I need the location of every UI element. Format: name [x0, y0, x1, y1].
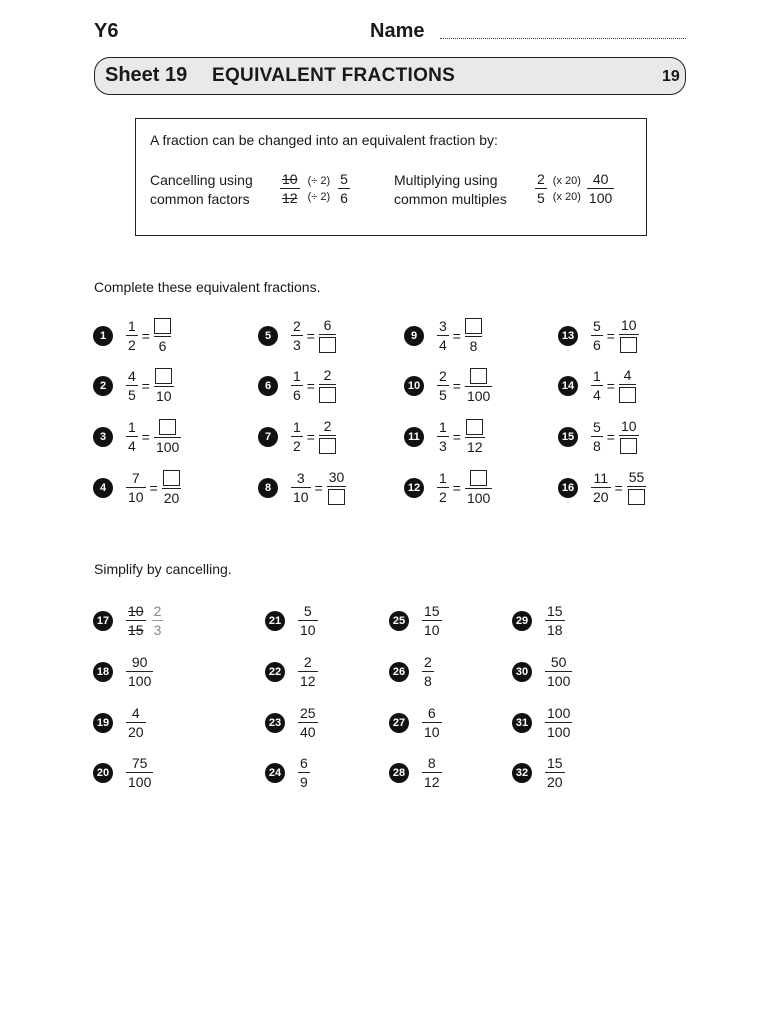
- equivalent-fraction: [154, 317, 171, 354]
- numerator: 2: [424, 654, 432, 670]
- numerator: 4: [131, 705, 140, 721]
- question-16: [558, 469, 646, 506]
- equivalent-fraction: [319, 367, 336, 404]
- numerator: 1: [293, 419, 301, 435]
- question-6: [258, 367, 336, 404]
- cancel-example: [280, 171, 350, 206]
- equals-sign: =: [306, 377, 315, 394]
- denominator: 4: [439, 337, 447, 353]
- equals-sign: =: [606, 327, 615, 344]
- info-intro: A fraction can be changed into an equivalent fraction by:: [150, 132, 498, 148]
- equals-sign: =: [614, 479, 623, 496]
- numerator: 1: [128, 419, 136, 435]
- denominator: 100: [155, 439, 180, 455]
- question-number-badge: 26: [389, 662, 409, 682]
- equivalent-fraction: [619, 317, 639, 354]
- answer-box-denominator[interactable]: [628, 489, 645, 505]
- equivalent-fraction: [619, 367, 636, 404]
- question-15: [558, 418, 639, 455]
- question-28: [389, 755, 442, 790]
- question-number-badge: 24: [265, 763, 285, 783]
- fraction-to-simplify[interactable]: [298, 603, 318, 638]
- answer-box-denominator[interactable]: [319, 337, 336, 353]
- equals-sign: =: [606, 428, 615, 445]
- denominator: 5: [128, 387, 136, 403]
- denominator: 18: [547, 622, 563, 638]
- denominator: 6: [340, 190, 348, 206]
- fraction-to-simplify[interactable]: [126, 755, 153, 790]
- fraction-to-simplify[interactable]: [422, 654, 434, 689]
- question-number-badge: 16: [558, 478, 578, 498]
- answer-box-numerator[interactable]: [154, 318, 171, 334]
- question-21: [265, 603, 318, 638]
- question-number-badge: 32: [512, 763, 532, 783]
- equivalent-fraction: [154, 367, 174, 404]
- denominator: 8: [424, 673, 432, 689]
- denominator: 8: [469, 338, 478, 354]
- question-number-badge: 13: [558, 326, 578, 346]
- denominator: 12: [466, 439, 483, 455]
- section1-instruction: Complete these equivalent fractions.: [94, 279, 321, 295]
- numerator: 75: [131, 755, 148, 771]
- answer-box-denominator[interactable]: [620, 438, 637, 454]
- numerator: 30: [328, 469, 345, 485]
- given-fraction: [126, 318, 138, 353]
- equals-sign: =: [314, 479, 323, 496]
- question-number-badge: 1: [93, 326, 113, 346]
- equals-sign: =: [141, 428, 150, 445]
- question-26: [389, 654, 434, 689]
- denominator: 3: [293, 337, 301, 353]
- question-10: [404, 367, 492, 404]
- multiply-example-fraction: [535, 171, 547, 206]
- fraction-to-simplify[interactable]: [545, 705, 572, 740]
- numerator: 1: [293, 368, 301, 384]
- numerator: 10: [282, 171, 298, 187]
- equivalent-fraction: [465, 469, 492, 506]
- numerator: 90: [131, 654, 148, 670]
- numerator: 40: [592, 171, 609, 187]
- given-fraction: [291, 318, 303, 353]
- question-3: [93, 418, 181, 455]
- equivalent-fraction: [319, 418, 336, 455]
- question-31: [512, 705, 572, 740]
- equals-sign: =: [452, 377, 461, 394]
- numerator: 1: [593, 368, 601, 384]
- equals-sign: =: [452, 327, 461, 344]
- denominator: 12: [282, 190, 298, 206]
- given-fraction: [126, 470, 146, 505]
- question-5: [258, 317, 336, 354]
- example-fraction: [126, 603, 146, 638]
- page-title: EQUIVALENT FRACTIONS: [212, 65, 456, 86]
- page-number: 19: [662, 68, 680, 85]
- equals-sign: =: [141, 377, 150, 394]
- answer-box-denominator[interactable]: [619, 387, 636, 403]
- denominator: 40: [300, 724, 316, 740]
- cancel-line1: Cancelling using: [150, 172, 253, 188]
- question-24: [265, 755, 310, 790]
- question-8: [258, 469, 346, 506]
- denominator: 12: [424, 774, 440, 790]
- question-11: [404, 418, 485, 455]
- equivalent-fraction: [627, 469, 647, 506]
- op-top: (x 20): [552, 174, 581, 187]
- multiply-line1: Multiplying using: [394, 172, 498, 188]
- denominator: 100: [466, 490, 491, 506]
- denominator: 10: [300, 622, 316, 638]
- question-number-badge: 8: [258, 478, 278, 498]
- equals-sign: =: [452, 479, 461, 496]
- fraction-to-simplify[interactable]: [545, 755, 565, 790]
- question-number-badge: 10: [404, 376, 424, 396]
- numerator: 6: [427, 705, 436, 721]
- year-label: Y6: [94, 20, 119, 42]
- numerator: 8: [427, 755, 436, 771]
- denominator: 100: [128, 774, 152, 790]
- denominator: 10: [293, 489, 309, 505]
- denominator: 3: [439, 438, 447, 454]
- question-number-badge: 12: [404, 478, 424, 498]
- question-1: [93, 317, 171, 354]
- answer-box-numerator[interactable]: [163, 470, 180, 486]
- cancel-example-result: [338, 171, 350, 206]
- answer-box-numerator[interactable]: [466, 419, 483, 435]
- multiply-method-text: [394, 171, 507, 209]
- numerator: 11: [593, 470, 609, 486]
- denominator: 10: [155, 388, 172, 404]
- answer-box-numerator[interactable]: [470, 470, 487, 486]
- numerator: 2: [293, 318, 301, 334]
- equivalent-fraction: [619, 418, 639, 455]
- denominator: 6: [293, 387, 301, 403]
- numerator: 2: [439, 368, 447, 384]
- numerator: 3: [296, 470, 305, 486]
- denominator: 100: [547, 724, 571, 740]
- question-number-badge: 4: [93, 478, 113, 498]
- question-number-badge: 5: [258, 326, 278, 346]
- denominator: 100: [547, 673, 571, 689]
- cancel-line2: common factors: [150, 191, 250, 207]
- numerator: 15: [547, 603, 563, 619]
- numerator: 15: [547, 755, 563, 771]
- cancel-example-fraction: [280, 171, 300, 206]
- numerator: 2: [323, 367, 332, 383]
- given-fraction: [437, 470, 449, 505]
- question-30: [512, 654, 572, 689]
- numerator: 4: [623, 367, 632, 383]
- numerator: 100: [547, 705, 571, 721]
- equivalent-fraction: [465, 317, 482, 354]
- question-number-badge: 15: [558, 427, 578, 447]
- section2-instruction: Simplify by cancelling.: [94, 561, 232, 577]
- numerator: 15: [424, 603, 440, 619]
- numerator: 7: [131, 470, 140, 486]
- question-number-badge: 25: [389, 611, 409, 631]
- cancel-method-text: [150, 171, 253, 209]
- op-top: (÷ 2): [307, 174, 331, 187]
- denominator: 6: [593, 337, 601, 353]
- given-fraction: [591, 419, 603, 454]
- question-number-badge: 29: [512, 611, 532, 631]
- question-number-badge: 17: [93, 611, 113, 631]
- denominator: 15: [128, 622, 144, 638]
- question-19: [93, 705, 146, 740]
- question-number-badge: 3: [93, 427, 113, 447]
- denominator: 6: [158, 338, 167, 354]
- question-20: [93, 755, 153, 790]
- denominator: 12: [300, 673, 316, 689]
- denominator: 10: [424, 724, 440, 740]
- equivalent-fraction: [465, 418, 485, 455]
- numerator: 2: [537, 171, 545, 187]
- question-2: [93, 367, 174, 404]
- example-answer: [152, 603, 164, 638]
- given-fraction: [126, 368, 138, 403]
- given-fraction: [591, 318, 603, 353]
- question-number-badge: 30: [512, 662, 532, 682]
- equals-sign: =: [606, 377, 615, 394]
- given-fraction: [591, 368, 603, 403]
- question-13: [558, 317, 639, 354]
- fraction-to-simplify[interactable]: [545, 654, 572, 689]
- question-number-badge: 27: [389, 713, 409, 733]
- denominator: 10: [128, 489, 144, 505]
- equivalent-fraction: [465, 367, 492, 404]
- numerator: 50: [550, 654, 567, 670]
- denominator: 10: [424, 622, 440, 638]
- denominator: 100: [128, 673, 152, 689]
- equivalent-fraction: [162, 469, 182, 506]
- numerator: 1: [439, 470, 447, 486]
- fraction-to-simplify[interactable]: [298, 654, 318, 689]
- given-fraction: [437, 318, 449, 353]
- answer-box-numerator[interactable]: [465, 318, 482, 334]
- question-number-badge: 19: [93, 713, 113, 733]
- denominator: 3: [153, 622, 162, 638]
- given-fraction: [291, 419, 303, 454]
- denominator: 20: [593, 489, 609, 505]
- numerator: 5: [340, 171, 348, 187]
- fraction-to-simplify[interactable]: [126, 705, 146, 740]
- numerator: 10: [128, 603, 144, 619]
- equals-sign: =: [149, 479, 158, 496]
- numerator: 1: [128, 318, 136, 334]
- numerator: 2: [153, 603, 162, 619]
- numerator: 5: [303, 603, 312, 619]
- denominator: 4: [593, 387, 601, 403]
- equivalent-fraction: [154, 418, 181, 455]
- numerator: 5: [593, 419, 601, 435]
- op-bottom: (x 20): [552, 190, 581, 203]
- equals-sign: =: [452, 428, 461, 445]
- answer-box-numerator[interactable]: [155, 368, 172, 384]
- answer-box-denominator[interactable]: [319, 438, 336, 454]
- question-number-badge: 21: [265, 611, 285, 631]
- question-number-badge: 20: [93, 763, 113, 783]
- fraction-to-simplify[interactable]: [422, 603, 442, 638]
- question-number-badge: 18: [93, 662, 113, 682]
- name-write-line[interactable]: [440, 38, 686, 39]
- fraction-to-simplify[interactable]: [545, 603, 565, 638]
- denominator: 100: [466, 388, 491, 404]
- question-22: [265, 654, 318, 689]
- fraction-to-simplify[interactable]: [298, 705, 318, 740]
- denominator: 9: [300, 774, 308, 790]
- question-number-badge: 2: [93, 376, 113, 396]
- question-7: [258, 418, 336, 455]
- given-fraction: [437, 419, 449, 454]
- question-number-badge: 6: [258, 376, 278, 396]
- multiply-example: [535, 171, 614, 206]
- numerator: 2: [323, 418, 332, 434]
- given-fraction: [126, 419, 138, 454]
- question-number-badge: 9: [404, 326, 424, 346]
- denominator: 5: [439, 387, 447, 403]
- denominator: 100: [588, 190, 613, 206]
- numerator: 5: [593, 318, 601, 334]
- numerator: 3: [439, 318, 447, 334]
- denominator: 20: [547, 774, 563, 790]
- given-fraction: [291, 368, 303, 403]
- answer-box-denominator[interactable]: [328, 489, 345, 505]
- numerator: 6: [323, 317, 332, 333]
- question-18: [93, 654, 153, 689]
- question-27: [389, 705, 442, 740]
- question-12: [404, 469, 492, 506]
- fraction-to-simplify[interactable]: [126, 654, 153, 689]
- question-25: [389, 603, 442, 638]
- question-number-badge: 11: [404, 427, 424, 447]
- equals-sign: =: [306, 327, 315, 344]
- equals-sign: =: [306, 428, 315, 445]
- given-fraction: [291, 470, 311, 505]
- fraction-to-simplify[interactable]: [422, 705, 442, 740]
- multiply-line2: common multiples: [394, 191, 507, 207]
- denominator: 8: [593, 438, 601, 454]
- name-label: Name: [370, 20, 425, 42]
- numerator: 6: [300, 755, 308, 771]
- question-number-badge: 22: [265, 662, 285, 682]
- answer-box-numerator[interactable]: [470, 368, 487, 384]
- equals-sign: =: [141, 327, 150, 344]
- multiply-operation: [553, 173, 581, 205]
- answer-box-denominator[interactable]: [620, 337, 637, 353]
- fraction-to-simplify[interactable]: [422, 755, 442, 790]
- cancel-operation: [308, 173, 331, 205]
- simplify-example: [93, 603, 163, 638]
- denominator: 20: [128, 724, 144, 740]
- answer-box-numerator[interactable]: [159, 419, 176, 435]
- sheet-label: Sheet 19: [105, 64, 188, 86]
- denominator: 4: [128, 438, 136, 454]
- denominator: 2: [293, 438, 301, 454]
- fraction-to-simplify[interactable]: [298, 755, 310, 790]
- numerator: 55: [628, 469, 645, 485]
- question-number-badge: 14: [558, 376, 578, 396]
- equivalent-fraction: [327, 469, 347, 506]
- denominator: 5: [537, 190, 545, 206]
- given-fraction: [437, 368, 449, 403]
- denominator: 20: [163, 490, 180, 506]
- question-number-badge: 7: [258, 427, 278, 447]
- question-number-badge: 28: [389, 763, 409, 783]
- numerator: 25: [300, 705, 316, 721]
- op-bottom: (÷ 2): [307, 190, 331, 203]
- numerator: 2: [303, 654, 312, 670]
- numerator: 10: [620, 317, 637, 333]
- question-9: [404, 317, 482, 354]
- question-14: [558, 367, 636, 404]
- question-29: [512, 603, 565, 638]
- numerator: 1: [439, 419, 447, 435]
- question-32: [512, 755, 565, 790]
- question-number-badge: 31: [512, 713, 532, 733]
- numerator: 10: [620, 418, 637, 434]
- answer-box-denominator[interactable]: [319, 387, 336, 403]
- question-number-badge: 23: [265, 713, 285, 733]
- multiply-example-result: [587, 171, 614, 206]
- question-4: [93, 469, 181, 506]
- question-23: [265, 705, 318, 740]
- equivalent-fraction: [319, 317, 336, 354]
- denominator: 2: [128, 337, 136, 353]
- numerator: 4: [128, 368, 136, 384]
- given-fraction: [591, 470, 611, 505]
- denominator: 2: [439, 489, 447, 505]
